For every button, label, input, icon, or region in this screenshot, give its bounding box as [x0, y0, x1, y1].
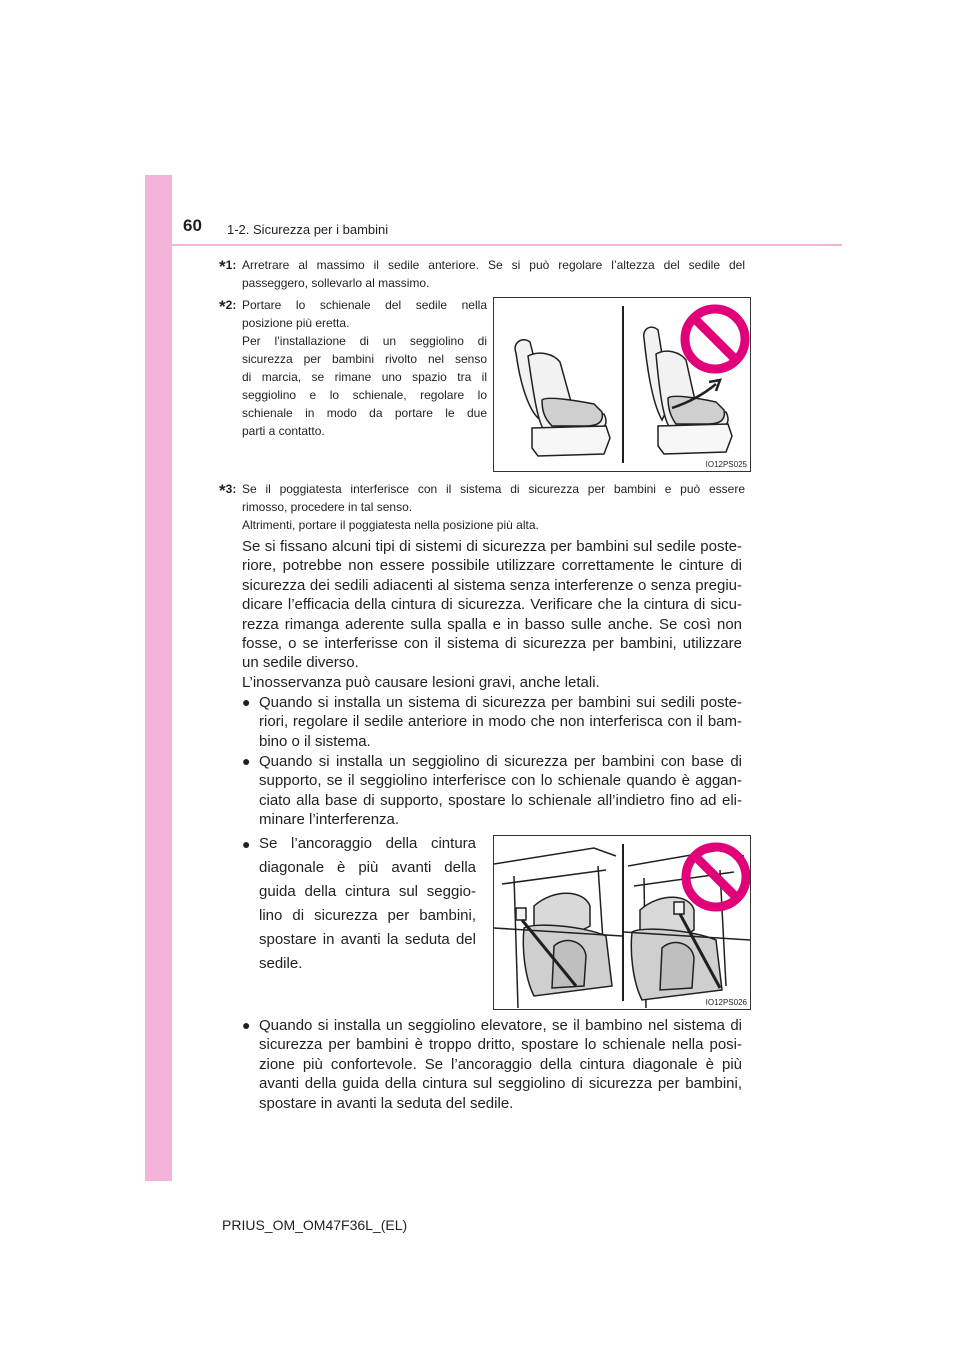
note-1: *1: Arretrare al massimo il sedile anteriore. Se si può regolare l’altezza del sedile del passeggero, sollevarlo al massimo. — [219, 257, 745, 290]
note-marker: *3: — [219, 481, 237, 500]
bullet-item: ● Quando si installa un seggiolino di sicurezza per bambini con base di supporto, se il seggiolino interferisce con lo schienale quando è aggan- ciato alla base di supporto, spostare lo schienale all’indietro fino ad eli- minare l’interferenza. — [242, 753, 742, 829]
section-title: 1-2. Sicurezza per i bambini — [227, 222, 389, 237]
figure-code: IO12PS025 — [705, 460, 747, 469]
seat-backrest-figure — [493, 297, 751, 472]
bullet-icon: ● — [242, 753, 251, 769]
figure-code: IO12PS026 — [705, 998, 747, 1007]
page-number: 60 — [183, 216, 202, 235]
header-rule — [172, 244, 842, 246]
bullet-item: ● Quando si installa un seggiolino elevatore, se il bambino nel sistema di sicurezza per bambini è troppo dritto, spostare lo schienale nella posi- zione più confortevole. Se l’ancoraggio della cintura diagonale è più avanti della guida della cintura sul seggiolino di sicurezza per bambini, spostare in avanti la seduta del sedile. — [242, 1017, 742, 1112]
bullet-item: ● Se l’ancoraggio della cintura diagonale è più avanti della guida della cintura sul seggio- lino di sicurezza per bambini, spostare in avanti la seduta del sedile. — [242, 832, 476, 976]
seat-illustration — [494, 298, 750, 471]
bullet-icon: ● — [242, 1017, 251, 1033]
bullet-item: ● Quando si installa un sistema di sicurezza per bambini sui sedili poste- riori, regolare il sedile anteriore in modo che non interferisca con il bam- bino o il sistema. — [242, 694, 742, 750]
seat-upright-illustration — [515, 340, 610, 456]
seat-belt-anchor-figure — [493, 835, 751, 1010]
bullet-icon: ● — [242, 694, 251, 710]
document-code: PRIUS_OM_OM47F36L_(EL) — [222, 1217, 408, 1233]
belt-illustration — [494, 836, 750, 1009]
prohibited-icon — [685, 309, 745, 369]
note-3: *3: Se il poggiatesta interferisce con il sistema di sicurezza per bambini e può essere rimosso, procedere in tal senso. Altrimenti, portare il poggiatesta nella posizione più alta. — [219, 481, 745, 532]
bullet-icon: ● — [242, 836, 251, 852]
sidebar-tab — [145, 175, 172, 1181]
note-2: *2: Portare lo schienale del sedile nella posizione più eretta. Per l’installazione di un seggiolino di sicurezza per bambini rivolto nel senso di marcia, se rimane uno spazio tra il seggiolino e lo schienale, regolare lo schienale in modo da portare le due parti a contatto. — [219, 297, 487, 438]
anchor-behind-illustration — [494, 848, 622, 1008]
note-marker: *2: — [219, 297, 237, 316]
warning-paragraph: Se si fissano alcuni tipi di sistemi di sicurezza per bambini sul sedile poste- riore, potrebbe non essere possibile utilizzare correttamente le cinture di sicurezza dei sedili adiacenti al sistema senza interferenze o senza pregiu- dicare l’efficacia della cintura di sicurezza. Verificare che la cintura di sicu- rezza rimanga aderente sulla spalla e in basso sulle anche. Se così non fosse, o se interferisse con il sistema di sicurezza per bambini, utilizzare un sedile diverso. L’inosservanza può causare lesioni gravi, anche letali. — [242, 538, 742, 691]
note-marker: *1: — [219, 257, 237, 276]
